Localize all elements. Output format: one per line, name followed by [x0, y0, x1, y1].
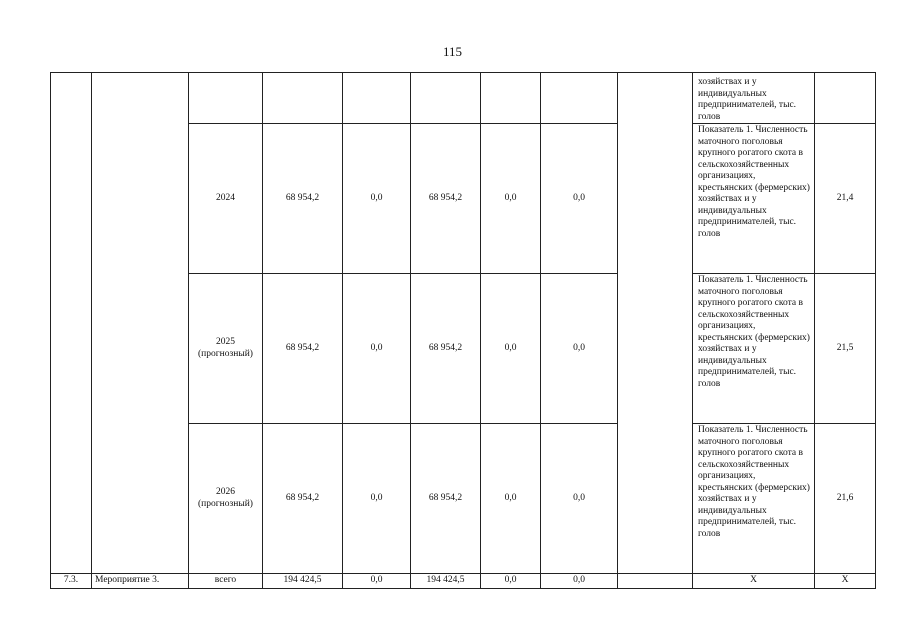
- year-label: 2026: [216, 487, 235, 497]
- budget-table: [50, 72, 876, 589]
- indicator-value-cell: 21,6: [815, 424, 876, 574]
- total-cell-empty: [263, 73, 343, 124]
- col3-cell-empty: [411, 73, 481, 124]
- page-number: 115: [442, 44, 463, 59]
- activity-name-cell-empty: [92, 73, 189, 574]
- row-number-cell-empty: [51, 73, 92, 574]
- indicator-cell: Х: [693, 574, 815, 589]
- value-cell-empty: [815, 73, 876, 124]
- year-cell: [189, 424, 263, 574]
- indicator-value-cell: 21,5: [815, 274, 876, 424]
- col2-cell: 0,0: [343, 574, 411, 589]
- indicator-value-cell: 21,4: [815, 124, 876, 274]
- col2-cell: 0,0: [343, 424, 411, 574]
- year-note: (прогнозный): [198, 498, 253, 509]
- indicator-cell: Показатель 1. Численность маточного поголовья крупного рогатого скота в сельскохозяйственных организациях, крестьянских (фермерских) хозяйствах и у индивидуальных предпринимателей, тыс. голов: [693, 274, 815, 424]
- indicator-cell: Показатель 1. Численность маточного поголовья крупного рогатого скота в сельскохозяйственных организациях, крестьянских (фермерских) хозяйствах и у индивидуальных предпринимателей, тыс. голов: [693, 424, 815, 574]
- year-cell-empty: [189, 73, 263, 124]
- indicator-cell: Показатель 1. Численность маточного поголовья крупного рогатого скота в сельскохозяйственных организациях, крестьянских (фермерских) хозяйствах и у индивидуальных предпринимателей, тыс. голов: [693, 124, 815, 274]
- col5-cell-empty: [541, 73, 618, 124]
- indicator-tail-cell: хозяйствах и у индивидуальных предпринимателей, тыс. голов: [693, 73, 815, 124]
- col2-cell: 0,0: [343, 124, 411, 274]
- col5-cell: 0,0: [541, 124, 618, 274]
- col5-cell: 0,0: [541, 574, 618, 589]
- total-cell: 194 424,5: [263, 574, 343, 589]
- executor-cell-empty: [618, 574, 693, 589]
- col3-cell: 194 424,5: [411, 574, 481, 589]
- col5-cell: 0,0: [541, 274, 618, 424]
- year-cell: [189, 124, 263, 274]
- year-label: 2024: [216, 192, 235, 203]
- row-number-cell: 7.3.: [51, 574, 92, 589]
- total-cell: 68 954,2: [263, 274, 343, 424]
- year-label: 2025: [216, 337, 235, 347]
- executor-cell-empty: [618, 73, 693, 574]
- col4-cell: 0,0: [481, 274, 541, 424]
- col4-cell: 0,0: [481, 424, 541, 574]
- period-cell: всего: [189, 574, 263, 589]
- indicator-value-cell: Х: [815, 574, 876, 589]
- table-row-continuation: [51, 73, 876, 124]
- year-cell: [189, 274, 263, 424]
- activity-name-cell: Мероприятие 3.: [92, 574, 189, 589]
- col3-cell: 68 954,2: [411, 424, 481, 574]
- col4-cell: 0,0: [481, 574, 541, 589]
- year-note: (прогнозный): [198, 348, 253, 359]
- total-cell: 68 954,2: [263, 124, 343, 274]
- col4-cell: 0,0: [481, 124, 541, 274]
- col5-cell: 0,0: [541, 424, 618, 574]
- col3-cell: 68 954,2: [411, 274, 481, 424]
- table-row-activity-3: [51, 574, 876, 589]
- col2-cell-empty: [343, 73, 411, 124]
- total-cell: 68 954,2: [263, 424, 343, 574]
- col2-cell: 0,0: [343, 274, 411, 424]
- col4-cell-empty: [481, 73, 541, 124]
- col3-cell: 68 954,2: [411, 124, 481, 274]
